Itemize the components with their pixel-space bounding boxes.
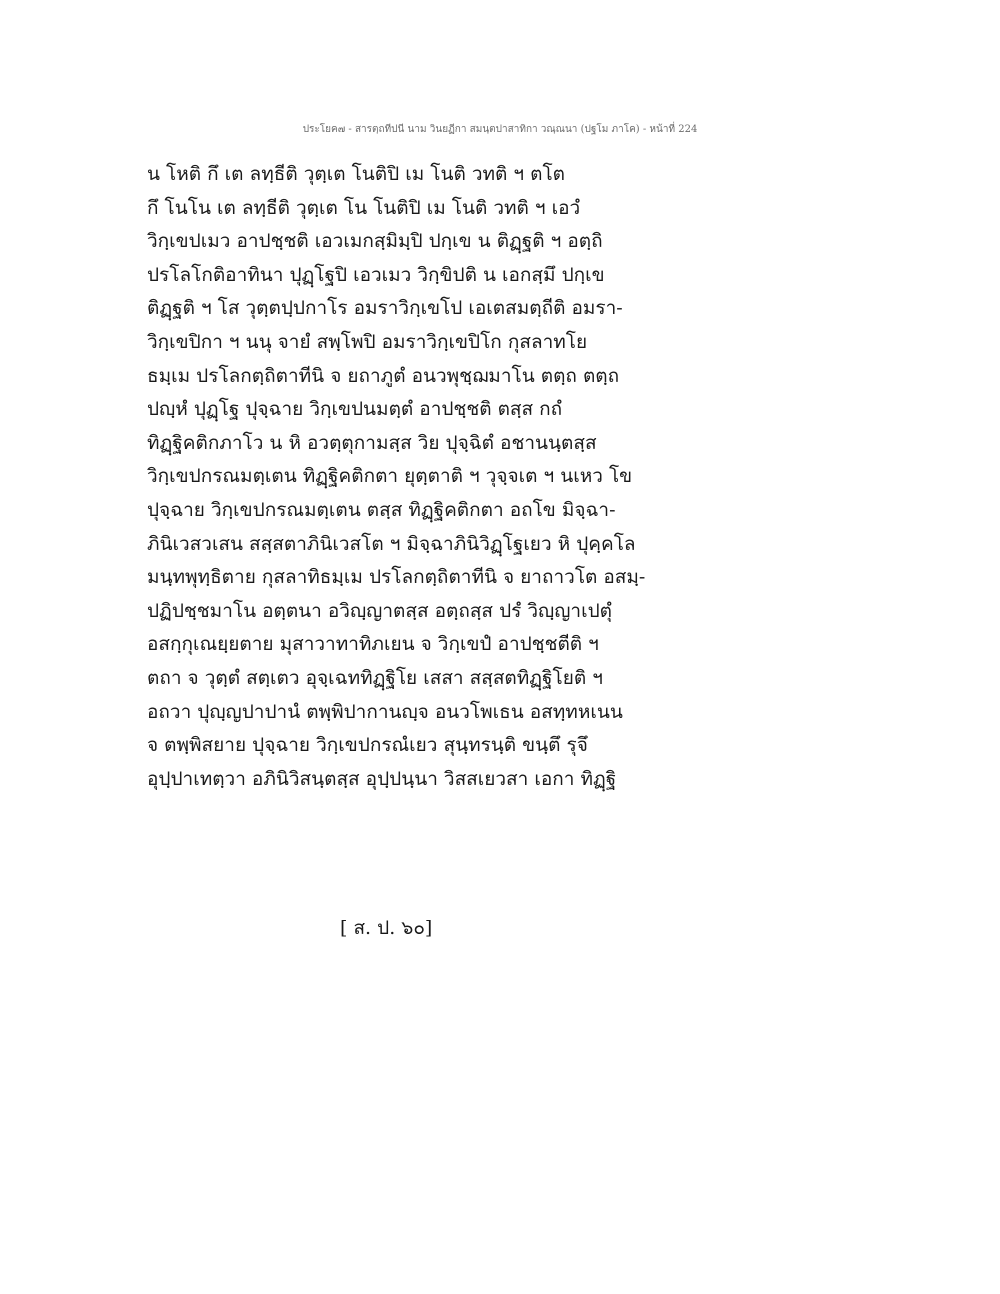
body-line-14: ปฏิปชฺชมาโน อตฺตนา อวิญฺญาตสฺส อตฺถสฺส ปรํ วิญฺญาเปตุํ — [147, 599, 612, 622]
body-line-5: ติฏฺฐติ ฯ โส วุตฺตปฺปกาโร อมราวิกฺเขโป เอเตสมตฺถีติ อมรา- — [147, 297, 623, 320]
body-line-16: ตถา จ วุตฺตํ สตฺเตว อุจฺเฉททิฏฺฐิโย เสสา สสฺสตทิฏฺฐิโยติ ฯ — [147, 666, 603, 689]
page-reference: [ ส. ป. ๖๐] — [340, 917, 433, 939]
body-line-11: ปุจฺฉาย วิกฺเขปกรณมตฺเตน ตสฺส ทิฏฺฐิคติกตา อถโข มิจฺฉา- — [147, 498, 616, 521]
body-line-12: ภินิเวสวเสน สสฺสตาภินิเวสโต ฯ มิจฺฉาภินิวิฏฺโฐเยว หิ ปุคฺคโล — [147, 532, 636, 555]
body-line-9: ทิฏฺฐิคติกภาโว น หิ อวตฺตุกามสฺส วิย ปุจฺฉิตํ อชานนฺตสฺส — [147, 431, 597, 454]
body-line-8: ปญฺหํ ปุฏฺโฐ ปุจฺฉาย วิกฺเขปนมตฺตํ อาปชฺชติ ตสฺส กถํ — [147, 398, 563, 421]
body-line-15: อสกฺกุเณยฺยตาย มุสาวาทาทิภเยน จ วิกฺเขปํ อาปชฺชตีติ ฯ — [147, 633, 599, 656]
body-line-18: จ ตพฺพิสยาย ปุจฺฉาย วิกฺเขปกรณํเยว สุนฺทรนฺติ ขนฺตึ รุจึ — [147, 734, 588, 757]
body-line-3: วิกฺเขปเมว อาปชฺชติ เอวเมกสฺมิมฺปิ ปกฺเข น ติฏฺฐติ ฯ อตฺถิ — [147, 230, 603, 253]
body-line-13: มนฺทพุทฺธิตาย กุสลาทิธมฺเม ปรโลกตฺถิตาทีนิ จ ยาถาวโต อสมฺ- — [147, 566, 646, 589]
body-line-2: กึ โนโน เต ลทฺธีติ วุตฺเต โน โนติปิ เม โนติ วทติ ฯ เอวํ — [147, 196, 581, 219]
page-header: ประโยค๗ - สารตฺถทีปนี นาม วินยฏีกา สมนฺตปาสาทิกา วณฺณนา (ปฐโม ภาโค) - หน้าที่ 224 — [302, 124, 698, 135]
body-line-4: ปรโลโกติอาทินา ปุฏฺโฐปิ เอวเมว วิกฺขิปติ น เอกสฺมึ ปกฺเข — [147, 263, 605, 286]
body-line-19: อุปฺปาเทตฺวา อภินิวิสนฺตสฺส อุปฺปนฺนา วิสสเยวสา เอกา ทิฏฺฐิ — [147, 767, 617, 790]
body-line-7: ธมฺเม ปรโลกตฺถิตาทีนิ จ ยถาภูตํ อนวพุชฺฌมาโน ตตฺถ ตตฺถ — [147, 364, 620, 387]
body-line-6: วิกฺเขปิกา ฯ นนุ จายํ สพฺโพปิ อมราวิกฺเขปิโก กุสลาทโย — [147, 330, 588, 353]
page-body — [147, 158, 667, 796]
body-line-17: อถวา ปุญฺญปาปานํ ตพฺพิปากานญฺจ อนวโพเธน อสทฺทหเนน — [147, 700, 623, 723]
body-line-1: น โหติ กึ เต ลทฺธีติ วุตฺเต โนติปิ เม โนติ วทติ ฯ ตโต — [147, 163, 565, 185]
body-line-10: วิกฺเขปกรณมตฺเตน ทิฏฺฐิคติกตา ยุตฺตาติ ฯ วุจฺจเต ฯ นเหว โข — [147, 465, 633, 488]
